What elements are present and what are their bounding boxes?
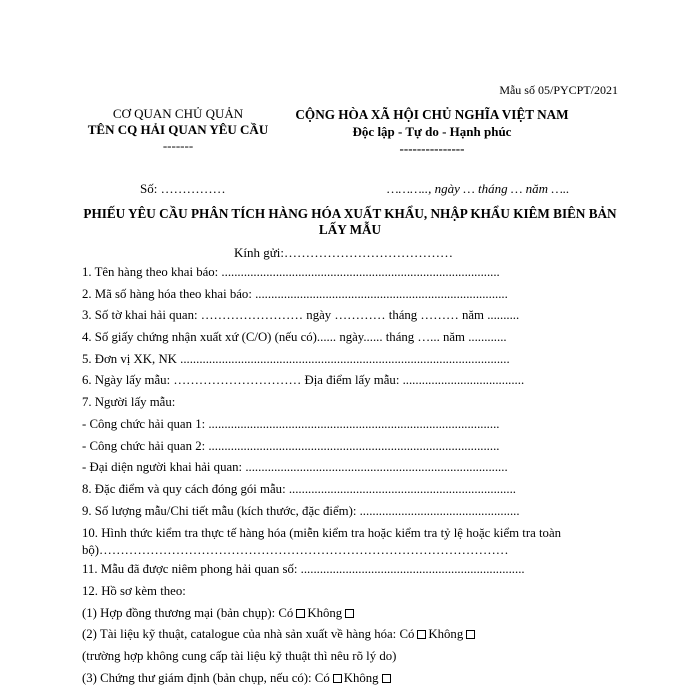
- field-declaration-number: 3. Số tờ khai hải quan: …………………… ngày ………… tháng ……… năm ..........: [82, 308, 520, 323]
- no-label: Không: [428, 627, 464, 642]
- field-customs-officer-2: - Công chức hải quan 2: ...........................................................................................: [82, 438, 500, 453]
- field-inspection-form: 10. Hình thức kiểm tra thực tế hàng hóa (miễn kiểm tra hoặc kiểm tra tỷ lệ hoặc kiểm tra toàn bộ)……………………………………………………………………………………: [82, 526, 562, 558]
- attachment-label: (2) Tài liệu kỹ thuật, catalogue của nhà sản xuất về hàng hóa: Có: [82, 627, 415, 642]
- national-header-block: [282, 106, 582, 157]
- left-divider: -------: [162, 138, 194, 153]
- no-label: Không: [307, 605, 343, 620]
- no-checkbox[interactable]: [345, 609, 354, 618]
- yes-checkbox[interactable]: [417, 630, 426, 639]
- requesting-customs-agency: TÊN CQ HẢI QUAN YÊU CẦU: [87, 122, 269, 137]
- issuing-agency-block: [78, 106, 278, 154]
- right-divider: ---------------: [399, 141, 465, 156]
- no-checkbox[interactable]: [466, 630, 475, 639]
- field-hs-code: 2. Mã số hàng hóa theo khai báo: ...............................................................................: [82, 286, 508, 301]
- field-co-certificate: 4. Số giấy chứng nhận xuất xứ (C/O) (nếu có)...... ngày...... tháng …... năm ............: [82, 330, 507, 345]
- field-declarant-representative: - Đại diện người khai hải quan: ..................................................................................: [82, 460, 508, 475]
- yes-checkbox[interactable]: [333, 674, 342, 683]
- no-label: Không: [343, 670, 379, 685]
- attachment-label: (1) Hợp đồng thương mại (bản chụp): Có: [82, 605, 294, 620]
- attachment-inspection-certificate: [82, 668, 622, 690]
- yes-checkbox[interactable]: [296, 609, 305, 618]
- national-motto: Độc lập - Tự do - Hạnh phúc: [352, 124, 512, 139]
- attachment-contract: [82, 603, 622, 625]
- field-customs-officer-1: - Công chức hải quan 1: ...........................................................................................: [82, 416, 500, 431]
- attachment-note: (trường hợp không cung cấp tài liệu kỹ thuật thì nêu rõ lý do): [82, 649, 397, 663]
- field-exporter-importer: 5. Đơn vị XK, NK .......................................................................................................: [82, 351, 510, 366]
- addressee-line: Kính gửi:…………………………………: [234, 245, 454, 260]
- attachment-technical-docs: [82, 624, 622, 646]
- form-fields: [82, 262, 622, 689]
- document-date: ……….., ngày … tháng … năm …..: [387, 181, 570, 196]
- document-number: Số: ……………: [140, 181, 226, 196]
- field-sample-packaging: 8. Đặc điểm và quy cách đóng gói mẫu: .......................................................................: [82, 481, 516, 496]
- no-checkbox[interactable]: [382, 674, 391, 683]
- form-code: Mẫu số 05/PYCPT/2021: [499, 83, 618, 97]
- parent-agency: CƠ QUAN CHỦ QUẢN: [112, 106, 244, 121]
- field-product-name: 1. Tên hàng theo khai báo: .......................................................................................: [82, 265, 500, 279]
- field-sampler-heading: 7. Người lấy mẫu:: [82, 395, 176, 410]
- field-seal-number: 11. Mẫu đã được niêm phong hải quan số: ......................................................................: [82, 562, 525, 577]
- field-sampling-date-place: 6. Ngày lấy mẫu: ………………………… Địa điểm lấy mẫu: ......................................: [82, 373, 525, 388]
- attachment-label: (3) Chứng thư giám định (bản chụp, nếu có): Có: [82, 670, 330, 685]
- field-sample-quantity: 9. Số lượng mẫu/Chi tiết mẫu (kích thước, đặc điểm): ..................................................: [82, 503, 520, 518]
- country-name: CỘNG HÒA XÃ HỘI CHỦ NGHĨA VIỆT NAM: [295, 107, 569, 122]
- field-attachments-heading: 12. Hồ sơ kèm theo:: [82, 583, 186, 598]
- document-title: PHIẾU YÊU CẦU PHÂN TÍCH HÀNG HÓA XUẤT KHẨU, NHẬP KHẨU KIÊM BIÊN BẢN LẤY MẪU: [83, 206, 617, 237]
